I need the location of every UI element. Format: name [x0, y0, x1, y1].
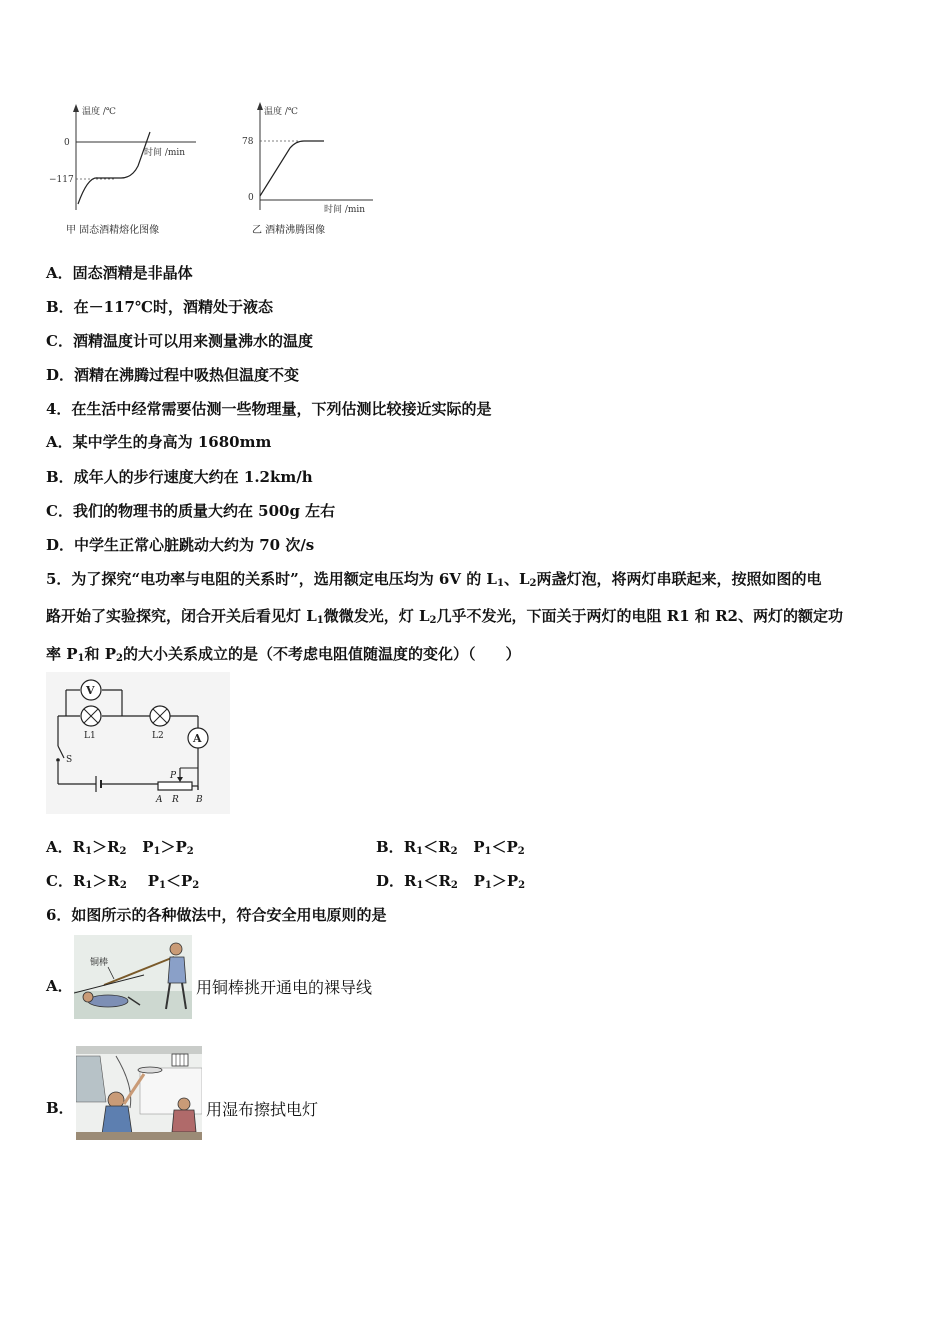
q6-option-b-letter: B．: [46, 1099, 74, 1117]
q5-stem-line2: 路开始了实验探究，闭合开关后看见灯 $L_1$微微发光，灯 $L_2$几乎不发光，下面关于两灯的电阻 R1 和 R2、两灯的额定功: [46, 607, 843, 626]
q5-option-b: B．$R_1<R_2$ $P_1<P_2$: [376, 838, 525, 857]
copper-rod-label: 铜棒: [90, 958, 109, 968]
switch-label: S: [66, 755, 73, 765]
q4-option-c: C．我们的物理书的质量大约在 500g 左右: [46, 502, 336, 520]
q6-option-a-letter: A．: [46, 977, 73, 995]
wet-cloth-picture: [76, 1046, 202, 1140]
rheostat-end-b: B: [196, 795, 203, 805]
q4-option-a: A．某中学生的身高为 1680mm: [46, 433, 272, 451]
rheostat-end-a: A: [156, 795, 163, 805]
lamp1-label: L1: [84, 731, 96, 741]
copper-rod-picture: [74, 935, 192, 1019]
q6-option-a-text: 用铜棒挑开通电的裸导线: [196, 978, 373, 997]
q5-stem-line1: 5．为了探究“电功率与电阻的关系时”，选用额定电压均为 6V 的 $L_1$、$L_2$两盏灯泡，将两灯串联起来，按照如图的电: [46, 570, 822, 589]
voltmeter-label: V: [86, 684, 95, 697]
q5-stem-line3: 率 $P_1$和 $P_2$的大小关系成立的是（不考虑电阻值随温度的变化）（ ）: [46, 645, 521, 664]
alcohol-boiling-graph: [238, 100, 378, 240]
right-caption: 乙 酒精沸腾图像: [252, 225, 326, 236]
q3-option-a: A．固态酒精是非晶体: [46, 264, 193, 282]
q3-option-b: B．在－117℃时，酒精处于液态: [46, 298, 273, 316]
lamp2-label: L2: [152, 731, 164, 741]
q5-option-c: C．$R_1>R_2$ $P_1<P_2$: [46, 872, 200, 891]
right-tick-zero: 0: [248, 193, 254, 203]
q3-option-c: C．酒精温度计可以用来测量沸水的温度: [46, 332, 313, 350]
right-tick-top: 78: [242, 137, 254, 147]
q4-option-b: B．成年人的步行速度大约在 1.2km/h: [46, 468, 313, 486]
rheostat-label: R: [172, 795, 179, 805]
q5-option-d: D．$R_1<R_2$ $P_1>P_2$: [376, 872, 526, 891]
left-tick-low: −117: [49, 175, 74, 185]
left-caption: 甲 固态酒精熔化图像: [66, 225, 160, 236]
slider-label: P: [170, 771, 177, 781]
q6-stem: 6．如图所示的各种做法中，符合安全用电原则的是: [46, 906, 387, 924]
q4-stem: 4．在生活中经常需要估测一些物理量，下列估测比较接近实际的是: [46, 400, 492, 418]
q6-option-b-text: 用湿布擦拭电灯: [206, 1100, 319, 1119]
alcohol-melting-graph: [46, 100, 196, 240]
right-x-label: 时间 /min: [324, 205, 366, 215]
q3-option-d: D．酒精在沸腾过程中吸热但温度不变: [46, 366, 300, 384]
q5-option-a: A．$R_1>R_2$ $P_1>P_2$: [46, 838, 194, 857]
left-tick-zero: 0: [64, 138, 70, 148]
right-y-label: 温度 /℃: [264, 107, 298, 117]
ammeter-label: A: [193, 732, 202, 745]
left-x-label: 时间 /min: [144, 148, 186, 158]
circuit-diagram: [46, 672, 230, 814]
left-y-label: 温度 /℃: [82, 107, 116, 117]
q4-option-d: D．中学生正常心脏跳动大约为 70 次/s: [46, 536, 315, 554]
